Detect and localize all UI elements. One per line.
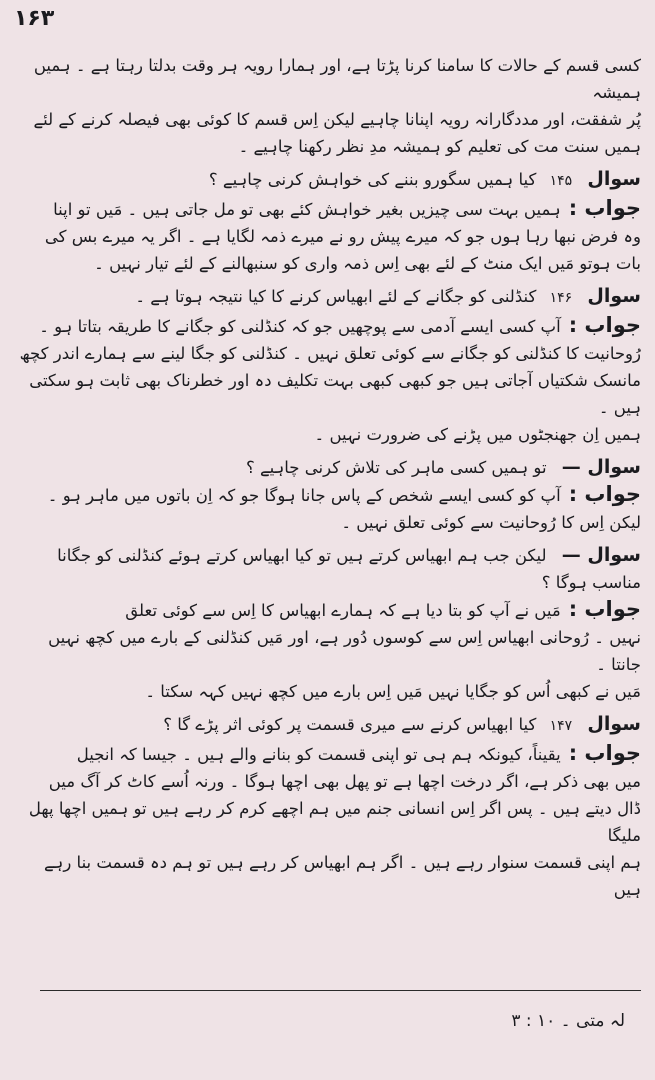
text-line: پُر شفقت، اور مددگارانہ رویہ اپنانا چاہیے لیکن اِس قسم کا کوئی بھی فیصلہ کرنے کے لئے	[33, 110, 641, 129]
question-label: سوال —	[561, 456, 641, 478]
text-line: بات ہوتو مَیں ایک منٹ کے لئے بھی اِس ذمہ واری کو سنبھالنے کے لئے تیار نہیں ۔	[94, 254, 641, 273]
question-continuation	[14, 569, 641, 596]
question-row	[14, 454, 641, 481]
page-body	[14, 52, 641, 909]
answer-paragraph	[14, 195, 641, 277]
text-line: ہمیں اِن جھنجٹوں میں پڑنے کی ضرورت نہیں ۔	[314, 425, 641, 444]
question-label: سوال —	[561, 544, 641, 566]
footnote-divider	[40, 990, 641, 991]
page-number: ۱۶۳	[14, 6, 55, 31]
question-text: کیا ابھیاس کرنے سے میری قسمت پر کوئی اثر پڑے گا ؟	[163, 715, 537, 734]
text-line: کسی قسم کے حالات کا سامنا کرنا پڑتا ہے، اور ہمارا رویہ ہر وقت بدلتا رہتا ہے ۔ ہمیں ہمیشہ	[33, 56, 641, 102]
answer-paragraph	[14, 481, 641, 536]
text-line: ہم اپنی قسمت سنوار رہے ہیں ۔ اگر ہم ابھیاس کر رہے ہیں تو ہم دہ قسمت بنا رہے ہیں	[44, 853, 641, 899]
question-label: سوال	[587, 713, 641, 735]
question-text: کیا ہمیں سگورو بننے کی خواہش کرنی چاہیے ؟	[208, 170, 537, 189]
text-line: وہ فرض نبھا رہا ہوں جو کہ میرے پیش رو نے میرے ذمہ لگایا ہے ۔ اگر یہ میرے بس کی	[44, 227, 641, 246]
question-number: ۱۴۵	[549, 173, 573, 189]
question-text: کنڈلنی کو جگانے کے لئے ابھیاس کرنے کا کیا نتیجہ ہوتا ہے ۔	[135, 287, 537, 306]
text-line: ہمیں سنت مت کی تعلیم کو ہمیشہ مدِ نظر رکھنا چاہیے ۔	[238, 137, 641, 156]
question-row	[14, 283, 641, 312]
text-line: آپ کو کسی ایسے شخص کے پاس جانا ہوگا جو کہ اِن باتوں میں ماہر ہو ۔	[47, 486, 561, 505]
text-line: آپ کسی ایسے آدمی سے پوچھیں جو کہ کنڈلنی کو جگانے کا طریقہ بتاتا ہو ۔	[39, 317, 561, 336]
answer-paragraph	[14, 596, 641, 705]
question-row	[14, 166, 641, 195]
answer-paragraph	[14, 312, 641, 448]
text-line: رُوحانیت کا کنڈلنی کو جگانے سے کوئی تعلق نہیں ۔ کنڈلنی کو جگا لینے سے ہمارے اندر کچھ	[19, 344, 641, 363]
answer-label: جواب :	[568, 597, 641, 621]
question-label: سوال	[587, 168, 641, 190]
answer-paragraph	[14, 740, 641, 903]
text-line: ڈال دیتے ہیں ۔ پس اگر اِس انسانی جنم میں ہم اچھے کرم کر رہے ہیں تو ہمیں اچھا پھل ملیگا	[28, 799, 641, 845]
question-row	[14, 542, 641, 569]
question-label: سوال	[587, 285, 641, 307]
text-line: مَیں نے آپ کو بتا دیا ہے کہ ہمارے ابھیاس کا اِس سے کوئی تعلق	[125, 601, 561, 620]
text-line: ہمیں بہت سی چیزیں بغیر خواہش کئے بھی تو مل جاتی ہیں ۔ مَیں تو اپنا	[53, 200, 561, 219]
question-number: ۱۴۷	[549, 718, 573, 734]
answer-label: جواب :	[568, 196, 641, 220]
text-line: مَیں نے کبھی اُس کو جگایا نہیں مَیں اِس بارے میں کچھ نہیں کہہ سکتا ۔	[145, 682, 641, 701]
question-number: ۱۴۶	[549, 290, 573, 306]
question-text: مناسب ہوگا ؟	[541, 573, 641, 592]
text-line: مانسک شکتیاں آجاتی ہیں جو کبھی کبھی بہت تکلیف دہ اور خطرناک بھی ثابت ہو سکتی ہیں ۔	[29, 371, 641, 417]
intro-paragraph	[14, 52, 641, 160]
answer-label: جواب :	[568, 313, 641, 337]
answer-label: جواب :	[568, 741, 641, 765]
question-row	[14, 711, 641, 740]
text-line: نہیں ۔ رُوحانی ابھیاس اِس سے کوسوں دُور ہے، اور مَیں کنڈلنی کے بارے میں کچھ نہیں جانتا ۔	[48, 628, 641, 674]
footnote: لہ متی ۔ ۱۰ : ۳	[511, 1011, 625, 1031]
text-line: یقیناً، کیونکہ ہم ہی تو اپنی قسمت کو بنانے والے ہیں ۔ جیسا کہ انجیل	[76, 745, 561, 764]
question-text: تو ہمیں کسی ماہر کی تلاش کرنی چاہیے ؟	[245, 458, 547, 477]
question-text: لیکن جب ہم ابھیاس کرتے ہیں تو کیا ابھیاس کرتے ہوئے کنڈلنی کو جگانا	[57, 546, 547, 565]
answer-label: جواب :	[568, 482, 641, 506]
text-line: لیکن اِس کا رُوحانیت سے کوئی تعلق نہیں ۔	[341, 513, 641, 532]
text-line: میں بھی ذکر ہے، اگر درخت اچھا ہے تو پھل بھی اچھا ہوگا ۔ ورنہ اُسے کاٹ کر آگ میں	[48, 772, 641, 791]
